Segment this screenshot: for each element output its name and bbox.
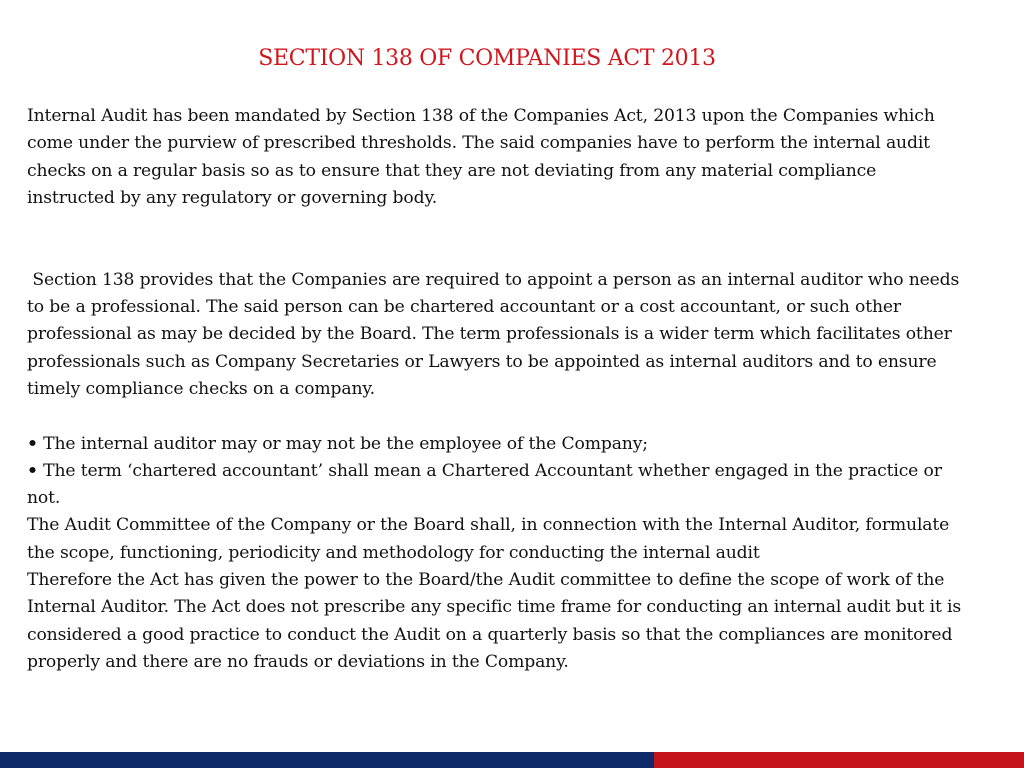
footer-bar: [0, 752, 1024, 768]
bullet-icon: •: [27, 433, 38, 454]
spacer: [27, 403, 967, 430]
spacer: [27, 239, 967, 266]
paragraph-section-138: Section 138 provides that the Companies are required to appoint a person as an internal auditor who needs to be a professional. The said person can be chartered accountant or a cost accountant, or such other professional as may be decided by the Board. The term professionals is a wider term which facilitates other professionals such as Company Secretaries or Lawyers to be appointed as internal auditors and to ensure timely compliance checks on a company.: [27, 269, 965, 399]
bullet-item-employee: [27, 431, 967, 458]
bullet-icon: •: [27, 460, 38, 481]
bullet-text: The internal auditor may or may not be the employee of the Company;: [43, 433, 648, 454]
spacer: [27, 212, 967, 239]
slide-title: SECTION 138 OF COMPANIES ACT 2013: [258, 46, 716, 71]
paragraph-conclusion: Therefore the Act has given the power to the Board/the Audit committee to define the scope of work of the Internal Auditor. The Act does not prescribe any specific time frame for conducting an internal audit but it is considered a good practice to conduct the Audit on a quarterly basis so that the compliances are monitored properly and there are no frauds or deviations in the Company.: [27, 570, 967, 672]
paragraph-audit-committee: The Audit Committee of the Company or the Board shall, in connection with the Internal Auditor, formulate the scope, functioning, periodicity and methodology for conducting the internal audit: [27, 515, 955, 563]
bullet-item-chartered-accountant: [27, 458, 967, 513]
paragraph-intro: Internal Audit has been mandated by Section 138 of the Companies Act, 2013 upon the Companies which come under the purview of prescribed thresholds. The said companies have to perform the internal audit checks on a regular basis so as to ensure that they are not deviating from any material compliance instructed by any regulatory or governing body.: [27, 106, 940, 208]
slide-body: [27, 103, 967, 676]
footer-red-segment: [654, 752, 1024, 768]
bullet-text: The term ‘chartered accountant’ shall mean a Chartered Accountant whether engaged in the practice or not.: [27, 460, 948, 509]
footer-blue-segment: [0, 752, 654, 768]
